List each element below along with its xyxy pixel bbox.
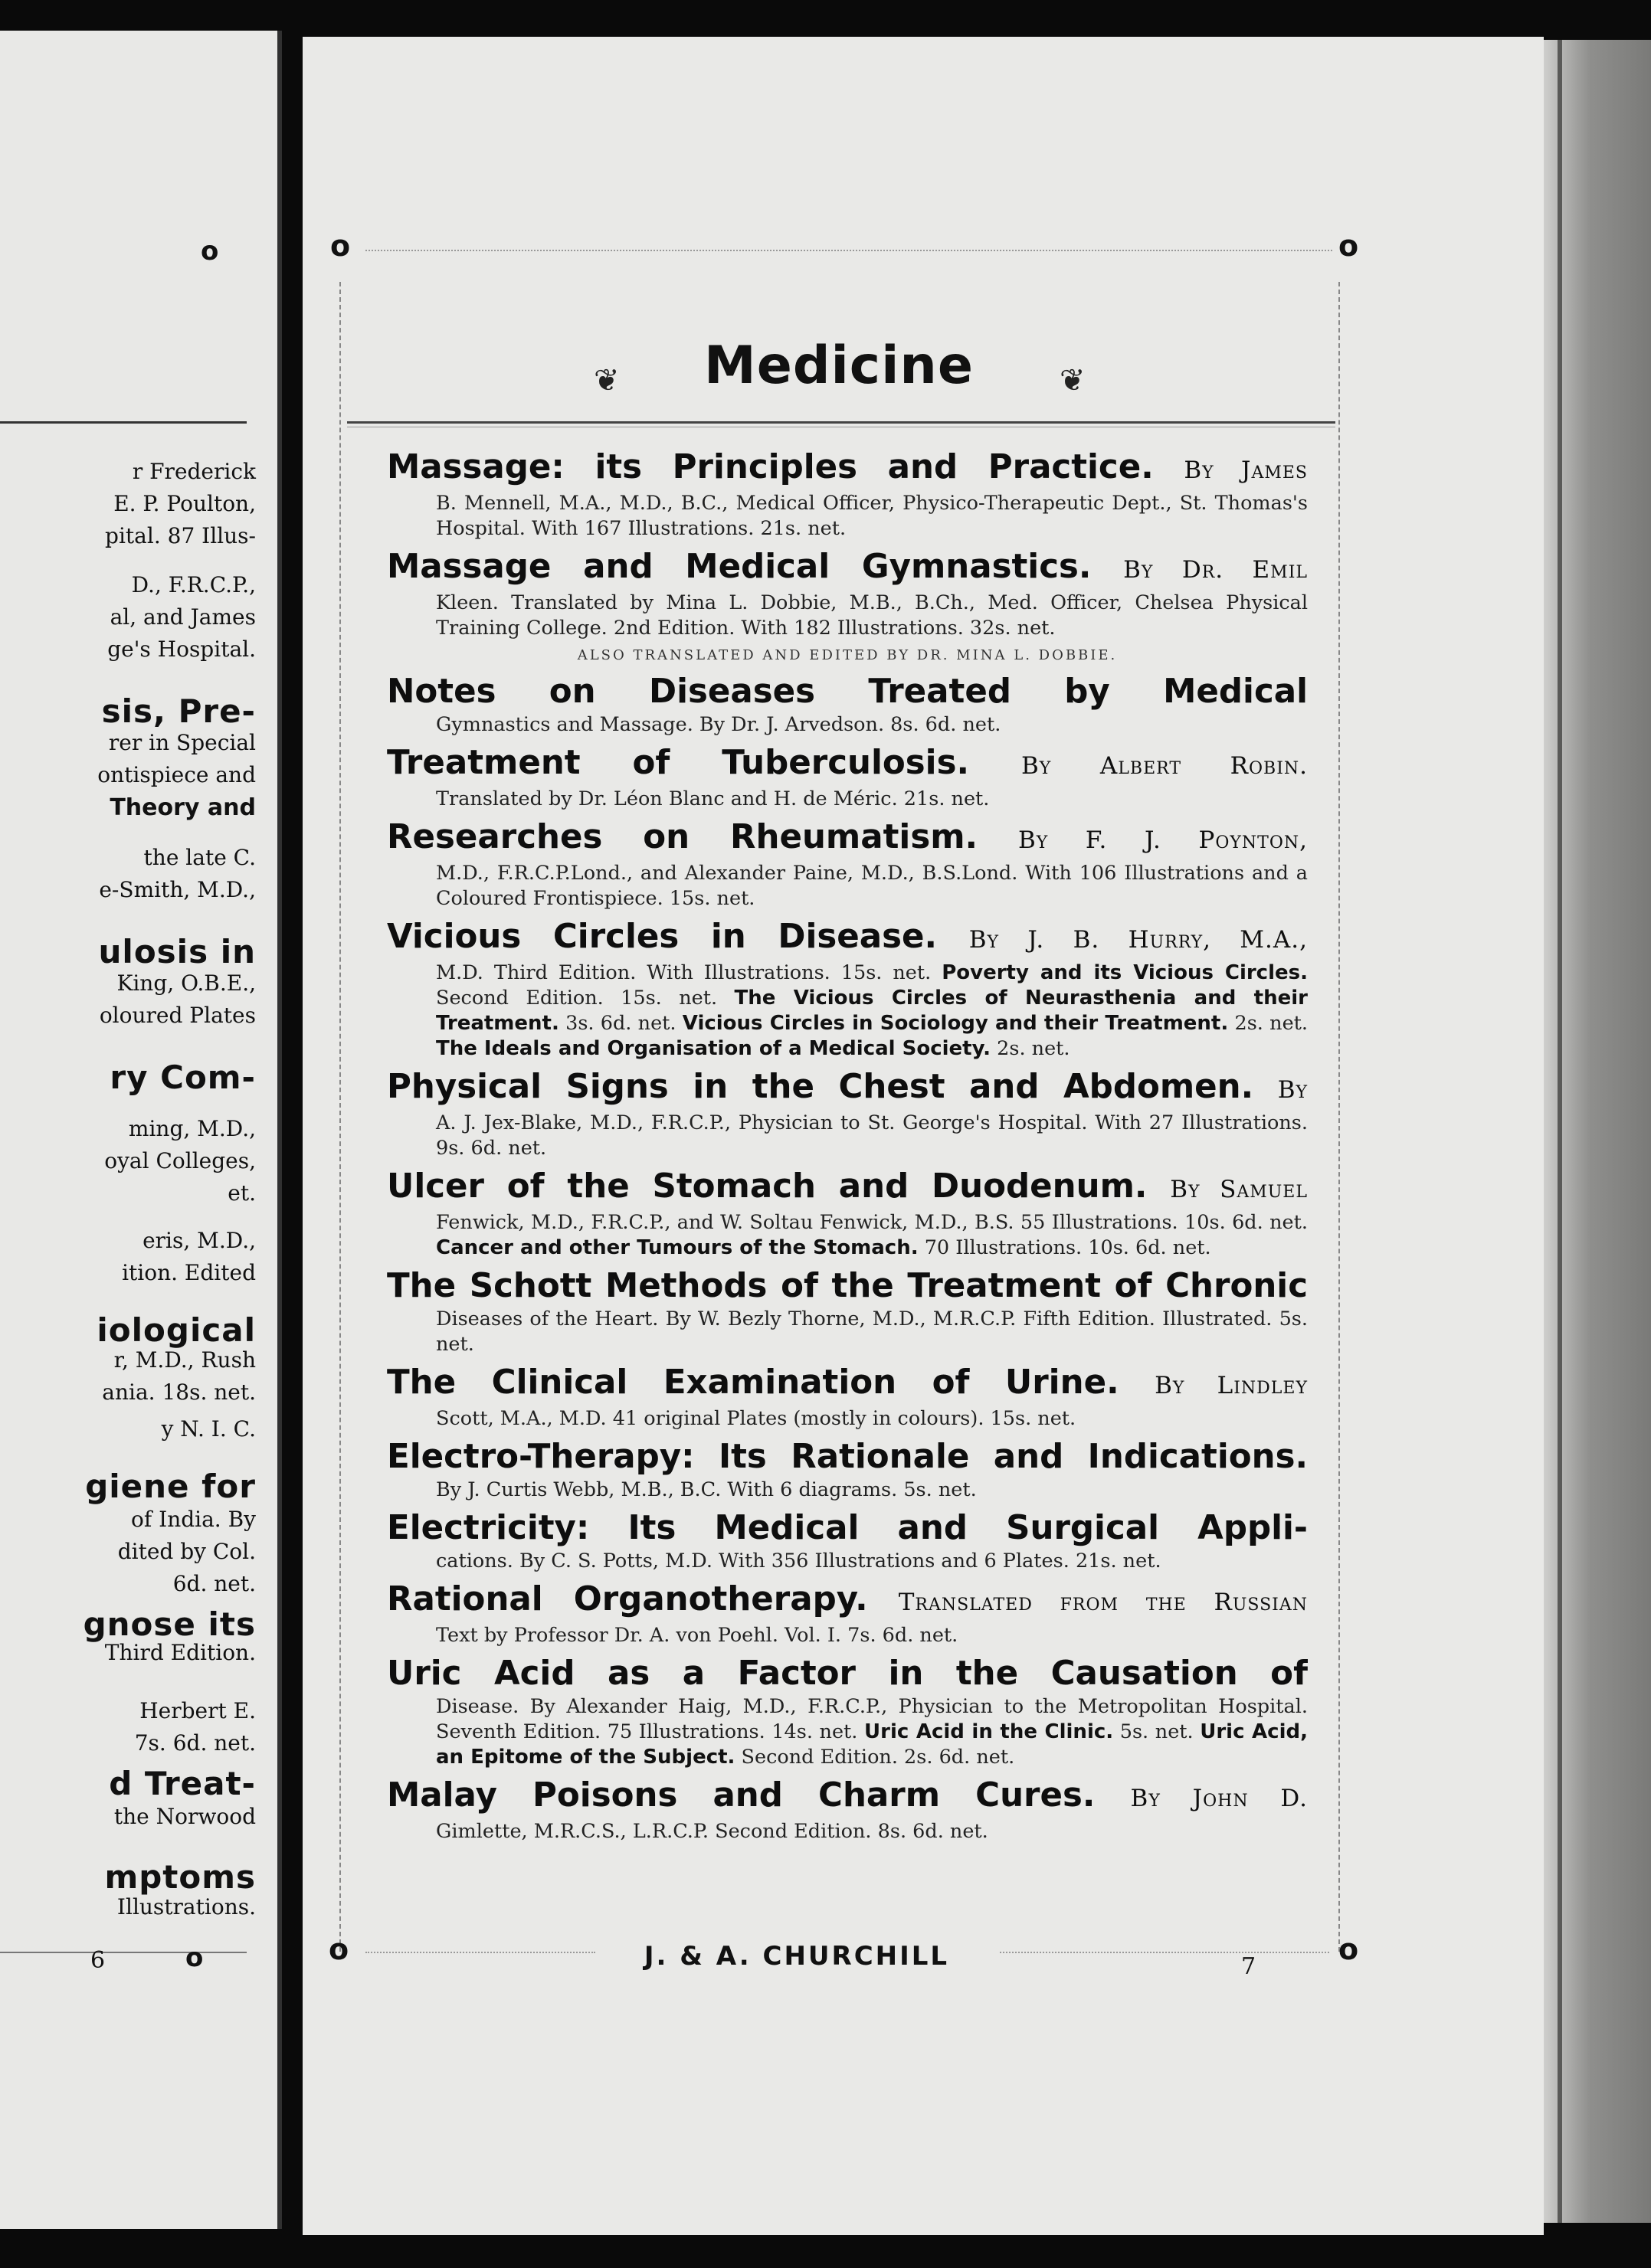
description-text: Translated by Dr. Léon Blanc and H. de Méric. 21s. net. (436, 787, 990, 810)
book-description (387, 787, 1308, 812)
book-title-line (387, 1507, 1308, 1549)
left-fragment-line: pital. 87 Illus- (105, 523, 256, 548)
book-title-line (387, 1775, 1308, 1819)
left-fragment-line: ulosis in (98, 933, 256, 970)
related-title: The Vicious Circles of Neurasthenia and their Treatment. (436, 987, 1308, 1035)
book-title-line (387, 1066, 1308, 1111)
left-fragment-line: 7s. 6d. net. (134, 1730, 256, 1756)
book-title-line (387, 916, 1308, 961)
description-text: 2s. net. (997, 1037, 1070, 1060)
left-fragment-line: y N. I. C. (161, 1416, 256, 1442)
book-author-lead: By (1277, 1076, 1308, 1104)
related-title: Uric Acid, an Epitome of the Subject. (436, 1720, 1308, 1769)
book-entry (387, 1775, 1308, 1844)
book-entry (387, 1166, 1308, 1261)
book-title-line (387, 1653, 1308, 1694)
book-edge (1544, 40, 1651, 2223)
book-description (387, 861, 1308, 911)
left-fragment-line: oloured Plates (99, 1003, 256, 1028)
book-title-line (387, 1166, 1308, 1210)
book-title: Notes on Diseases Treated by Medical (387, 673, 1308, 711)
right-page (303, 37, 1544, 2235)
left-fragment-line: the late C. (143, 845, 256, 870)
title-rule (347, 421, 1335, 424)
section-header (349, 335, 1329, 404)
left-page (0, 31, 282, 2229)
book-title: Massage and Medical Gymnastics. (387, 548, 1092, 586)
left-fragment-line: ry Com- (110, 1059, 256, 1096)
book-author-lead: By James (1184, 457, 1308, 484)
leaf-right-icon: ❦ (1060, 363, 1086, 398)
description-text: Second Edition. 2s. 6d. net. (741, 1746, 1015, 1769)
description-text: Gymnastics and Massage. By Dr. J. Arvedson. 8s. 6d. net. (436, 713, 1001, 736)
related-title: The Ideals and Organisation of a Medical Society. (436, 1037, 991, 1060)
book-entry (387, 1653, 1308, 1770)
book-entry (387, 1265, 1308, 1357)
left-fragment-line: oyal Colleges, (104, 1148, 256, 1173)
book-title: Ulcer of the Stomach and Duodenum. (387, 1167, 1148, 1206)
left-fragment-line: rer in Special (108, 730, 256, 755)
ornament-top-right: o (1338, 229, 1359, 263)
book-author-lead: By Lindley (1155, 1372, 1308, 1399)
book-author-lead: By J. B. Hurry, M.A., (968, 926, 1308, 954)
description-text: Gimlette, M.R.C.S., L.R.C.P. Second Edition. 8s. 6d. net. (436, 1820, 988, 1843)
book-description (387, 1307, 1308, 1357)
left-fragment-line: giene for (85, 1468, 256, 1505)
left-fragment-line: d Treat- (109, 1765, 256, 1802)
left-fragment-line: sis, Pre- (101, 692, 256, 730)
ornament-bottom-left: o (329, 1933, 349, 1966)
left-fragment-line: ontispiece and (97, 762, 256, 787)
left-fragment-line: D., F.R.C.P., (131, 572, 256, 597)
book-description (387, 1549, 1308, 1574)
book-title: Vicious Circles in Disease. (387, 918, 938, 956)
book-author-lead: By John D. (1130, 1785, 1308, 1812)
description-text: By J. Curtis Webb, M.B., B.C. With 6 diagrams. 5s. net. (436, 1478, 977, 1501)
book-description (387, 1406, 1308, 1432)
left-fragment-line: Herbert E. (139, 1698, 256, 1723)
book-title: Uric Acid as a Factor in the Causation of (387, 1654, 1308, 1693)
book-title-line (387, 1265, 1308, 1307)
book-title: Treatment of Tuberculosis. (387, 744, 970, 782)
book-title-line (387, 546, 1308, 591)
left-fragment-line: E. P. Poulton, (113, 491, 256, 516)
book-title: The Schott Methods of the Treatment of Chronic (387, 1267, 1308, 1305)
book-entry (387, 447, 1308, 542)
left-fragment-line: ge's Hospital. (107, 637, 256, 662)
description-text: 70 Illustrations. 10s. 6d. net. (924, 1236, 1211, 1259)
right-page-number: 7 (1241, 1953, 1256, 1980)
book-title-line (387, 1362, 1308, 1406)
left-page-rule (0, 421, 247, 424)
description-text: cations. By C. S. Potts, M.D. With 356 Illustrations and 6 Plates. 21s. net. (436, 1550, 1161, 1573)
book-title: Physical Signs in the Chest and Abdomen. (387, 1068, 1254, 1106)
book-title-line (387, 671, 1308, 712)
left-fragment-line: ming, M.D., (128, 1116, 256, 1141)
book-title: Malay Poisons and Charm Cures. (387, 1776, 1096, 1815)
book-entry (387, 742, 1308, 812)
description-text: 3s. 6d. net. (565, 1012, 676, 1035)
description-text: Text by Professor Dr. A. von Poehl. Vol. I. 7s. 6d. net. (436, 1624, 958, 1647)
description-text: Kleen. Translated by Mina L. Dobbie, M.B., B.Ch., Med. Officer, Chelsea Physical Training College. 2nd Edition. With 182 Illustrations. 32s. net. (436, 591, 1308, 640)
left-fragment-line: the Norwood (113, 1804, 256, 1829)
book-title-line (387, 1436, 1308, 1478)
description-text: A. J. Jex-Blake, M.D., F.R.C.P., Physician to St. George's Hospital. With 27 Illustrations. 9s. 6d. net. (436, 1111, 1308, 1160)
book-description (387, 1694, 1308, 1770)
book-description (387, 961, 1308, 1062)
left-fragment-line: mptoms (104, 1858, 256, 1896)
leaf-left-icon: ❦ (594, 363, 620, 398)
description-text: Disease. By Alexander Haig, M.D., F.R.C.P., Physician to the Metropolitan Hospital. Seventh Edition. 75 Illustrations. 14s. net. (436, 1695, 1308, 1743)
book-entry (387, 1436, 1308, 1503)
description-text: 2s. net. (1234, 1012, 1309, 1035)
left-fragment-line: ania. 18s. net. (102, 1379, 256, 1405)
book-description (387, 1478, 1308, 1503)
book-title: The Clinical Examination of Urine. (387, 1363, 1119, 1402)
left-fragment-line: al, and James (110, 604, 256, 630)
description-text: Second Edition. 15s. net. (436, 987, 718, 1010)
book-entry (387, 671, 1308, 738)
ornament-top-left: o (330, 229, 351, 263)
book-description (387, 712, 1308, 738)
left-fragment-line: of India. By (131, 1507, 256, 1532)
left-fragment-line: Third Edition. (104, 1640, 256, 1665)
ornament-bottom-right: o (1338, 1933, 1359, 1966)
left-fragment-line: iological (97, 1311, 256, 1349)
left-fragment-line: gnose its (83, 1605, 256, 1643)
left-fragment-line: 6d. net. (172, 1571, 256, 1596)
bottom-wave-rule-left (365, 1952, 595, 1955)
book-author-lead: By Dr. Emil (1123, 556, 1308, 584)
book-description (387, 1210, 1308, 1261)
left-fragment-line: eris, M.D., (142, 1228, 256, 1253)
book-entry (387, 1507, 1308, 1574)
book-title-line (387, 1579, 1308, 1623)
left-ornament-bottom: o (185, 1942, 204, 1973)
book-description (387, 491, 1308, 542)
description-text: 5s. net. (1119, 1720, 1194, 1743)
bottom-wave-rule-right (1000, 1952, 1329, 1955)
left-page-number: 6 (90, 1947, 106, 1974)
book-title-line (387, 742, 1308, 787)
related-title: Poverty and its Vicious Circles. (942, 961, 1308, 984)
book-title-line (387, 447, 1308, 491)
book-title: Electricity: Its Medical and Surgical Appli- (387, 1509, 1308, 1547)
left-page-bottom-rule (0, 1952, 247, 1953)
related-title: Cancer and other Tumours of the Stomach. (436, 1236, 919, 1259)
book-title: Electro-Therapy: Its Rationale and Indications. (387, 1438, 1308, 1476)
book-title: Rational Organotherapy. (387, 1580, 868, 1618)
related-title: Vicious Circles in Sociology and their Treatment. (682, 1012, 1229, 1035)
translation-note: ALSO TRANSLATED AND EDITED BY DR. MINA L. DOBBIE. (577, 647, 1118, 663)
description-text: Diseases of the Heart. By W. Bezly Thorne, M.D., M.R.C.P. Fifth Edition. Illustrated. 5s. net. (436, 1307, 1308, 1356)
section-title: Medicine (704, 335, 974, 396)
left-fragment-line: r Frederick (132, 459, 256, 484)
book-author-lead: Translated from the Russian (898, 1589, 1308, 1616)
description-text: B. Mennell, M.A., M.D., B.C., Medical Officer, Physico-Therapeutic Dept., St. Thomas's Hospital. With 167 Illustrations. 21s. net. (436, 492, 1308, 540)
description-text: Fenwick, M.D., F.R.C.P., and W. Soltau Fenwick, M.D., B.S. 55 Illustrations. 10s. 6d. net. (436, 1211, 1308, 1234)
book-author-lead: By Albert Robin. (1020, 752, 1308, 780)
book-entry (387, 817, 1308, 911)
book-title: Massage: its Principles and Practice. (387, 448, 1154, 486)
left-fragment-line: Theory and (110, 794, 256, 821)
left-fragment-line: r, M.D., Rush (113, 1347, 256, 1373)
publisher-name: J. & A. CHURCHILL (644, 1941, 950, 1972)
book-author-lead: By F. J. Poynton, (1017, 826, 1308, 854)
description-text: Scott, M.A., M.D. 41 original Plates (mostly in colours). 15s. net. (436, 1407, 1076, 1430)
book-description (387, 1111, 1308, 1161)
book-title: Researches on Rheumatism. (387, 818, 978, 856)
left-ornament-top: o (201, 236, 219, 267)
book-title-line (387, 817, 1308, 861)
left-fragment-line: Illustrations. (116, 1894, 256, 1919)
left-fragment-line: et. (228, 1180, 256, 1206)
book-entry (387, 1362, 1308, 1432)
book-entry (387, 916, 1308, 1062)
left-fragment-line: dited by Col. (117, 1539, 256, 1564)
top-wave-rule (365, 250, 1332, 253)
book-entry (387, 1066, 1308, 1161)
book-entry (387, 1579, 1308, 1648)
book-description (387, 1623, 1308, 1648)
left-fragment-line: King, O.B.E., (116, 970, 256, 996)
book-description (387, 591, 1308, 641)
book-entry (387, 546, 1308, 641)
book-list (387, 447, 1308, 1849)
book-description (387, 1819, 1308, 1844)
related-title: Uric Acid in the Clinic. (864, 1720, 1114, 1743)
left-fragment-line: ition. Edited (122, 1260, 256, 1285)
book-author-lead: By Samuel (1170, 1176, 1308, 1203)
description-text: M.D. Third Edition. With Illustrations. 15s. net. (436, 961, 932, 984)
left-fragment-line: e-Smith, M.D., (99, 877, 256, 902)
description-text: M.D., F.R.C.P.Lond., and Alexander Paine, M.D., B.S.Lond. With 106 Illustrations and a Coloured Frontispiece. 15s. net. (436, 862, 1308, 910)
